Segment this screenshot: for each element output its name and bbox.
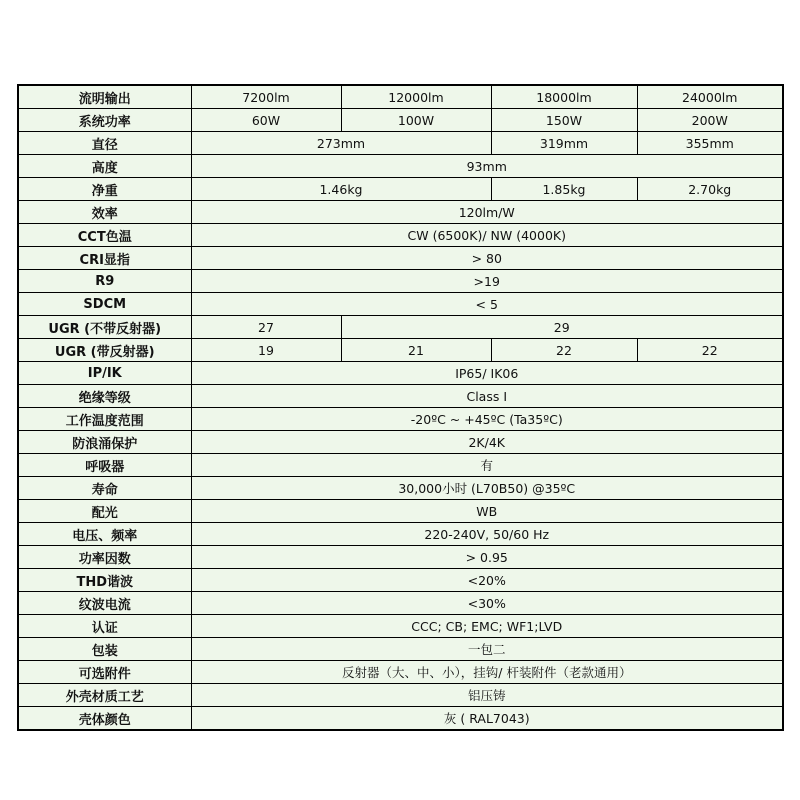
spec-label: 净重 <box>18 178 191 201</box>
spec-value: 19 <box>191 339 341 362</box>
spec-label: 功率因数 <box>18 546 191 569</box>
spec-value: > 0.95 <box>191 546 783 569</box>
spec-value: 2.70kg <box>637 178 783 201</box>
spec-row <box>18 362 783 385</box>
spec-row <box>18 431 783 454</box>
spec-label: 直径 <box>18 132 191 155</box>
spec-value: CCC; CB; EMC; WF1;LVD <box>191 615 783 638</box>
spec-label: CRI显指 <box>18 247 191 270</box>
spec-label: 可选附件 <box>18 661 191 684</box>
spec-value: 21 <box>341 339 491 362</box>
spec-value: 12000lm <box>341 85 491 109</box>
spec-label: 寿命 <box>18 477 191 500</box>
spec-value: -20ºC ~ +45ºC (Ta35ºC) <box>191 408 783 431</box>
spec-row <box>18 546 783 569</box>
spec-value: 93mm <box>191 155 783 178</box>
spec-row <box>18 408 783 431</box>
spec-label: 绝缘等级 <box>18 385 191 408</box>
spec-value: < 5 <box>191 293 783 316</box>
spec-value: 30,000小时 (L70B50) @35ºC <box>191 477 783 500</box>
spec-row <box>18 523 783 546</box>
spec-row <box>18 661 783 684</box>
spec-value: Class I <box>191 385 783 408</box>
spec-row <box>18 316 783 339</box>
spec-label: 纹波电流 <box>18 592 191 615</box>
spec-value: 150W <box>491 109 637 132</box>
spec-row <box>18 247 783 270</box>
spec-label: 电压、频率 <box>18 523 191 546</box>
spec-value: >19 <box>191 270 783 293</box>
spec-table-body <box>18 85 783 730</box>
spec-row <box>18 454 783 477</box>
spec-table <box>17 84 784 731</box>
spec-row <box>18 684 783 707</box>
spec-label: 防浪涌保护 <box>18 431 191 454</box>
spec-value: <30% <box>191 592 783 615</box>
spec-value: > 80 <box>191 247 783 270</box>
spec-value: 反射器（大、中、小），挂钩/ 杆装附件（老款通用） <box>191 661 783 684</box>
spec-row <box>18 477 783 500</box>
spec-value: CW (6500K)/ NW (4000K) <box>191 224 783 247</box>
spec-value: 1.46kg <box>191 178 491 201</box>
spec-value: 铝压铸 <box>191 684 783 707</box>
spec-row <box>18 592 783 615</box>
spec-row <box>18 385 783 408</box>
spec-value: 灰 ( RAL7043) <box>191 707 783 731</box>
spec-value: 有 <box>191 454 783 477</box>
spec-row <box>18 569 783 592</box>
spec-value: 273mm <box>191 132 491 155</box>
spec-label: 认证 <box>18 615 191 638</box>
spec-value: 29 <box>341 316 783 339</box>
spec-value: WB <box>191 500 783 523</box>
spec-label: 系统功率 <box>18 109 191 132</box>
spec-value: 7200lm <box>191 85 341 109</box>
spec-label: 呼吸器 <box>18 454 191 477</box>
spec-label: SDCM <box>18 293 191 316</box>
spec-value: 18000lm <box>491 85 637 109</box>
spec-row <box>18 224 783 247</box>
spec-row <box>18 638 783 661</box>
spec-row <box>18 270 783 293</box>
spec-label: 流明输出 <box>18 85 191 109</box>
spec-value: 22 <box>491 339 637 362</box>
spec-label: THD谐波 <box>18 569 191 592</box>
spec-label: CCT色温 <box>18 224 191 247</box>
spec-row <box>18 178 783 201</box>
spec-row <box>18 109 783 132</box>
spec-row <box>18 500 783 523</box>
spec-value: IP65/ IK06 <box>191 362 783 385</box>
spec-value: 22 <box>637 339 783 362</box>
spec-row <box>18 707 783 731</box>
spec-row <box>18 85 783 109</box>
spec-value: 220-240V, 50/60 Hz <box>191 523 783 546</box>
spec-value: 一包二 <box>191 638 783 661</box>
spec-row <box>18 339 783 362</box>
spec-value: 355mm <box>637 132 783 155</box>
spec-label: UGR (带反射器) <box>18 339 191 362</box>
spec-label: UGR (不带反射器) <box>18 316 191 339</box>
spec-label: 外壳材质工艺 <box>18 684 191 707</box>
spec-label: 配光 <box>18 500 191 523</box>
spec-value: 27 <box>191 316 341 339</box>
spec-label: 效率 <box>18 201 191 224</box>
spec-value: 2K/4K <box>191 431 783 454</box>
spec-value: 100W <box>341 109 491 132</box>
spec-value: 24000lm <box>637 85 783 109</box>
spec-value: 319mm <box>491 132 637 155</box>
spec-value: 200W <box>637 109 783 132</box>
spec-row <box>18 615 783 638</box>
spec-value: 120lm/W <box>191 201 783 224</box>
spec-row <box>18 155 783 178</box>
spec-label: R9 <box>18 270 191 293</box>
spec-label: 包装 <box>18 638 191 661</box>
spec-value: 60W <box>191 109 341 132</box>
spec-row <box>18 201 783 224</box>
spec-label: IP/IK <box>18 362 191 385</box>
spec-label: 高度 <box>18 155 191 178</box>
spec-row <box>18 293 783 316</box>
spec-row <box>18 132 783 155</box>
spec-label: 工作温度范围 <box>18 408 191 431</box>
spec-value: 1.85kg <box>491 178 637 201</box>
spec-value: <20% <box>191 569 783 592</box>
spec-label: 壳体颜色 <box>18 707 191 731</box>
